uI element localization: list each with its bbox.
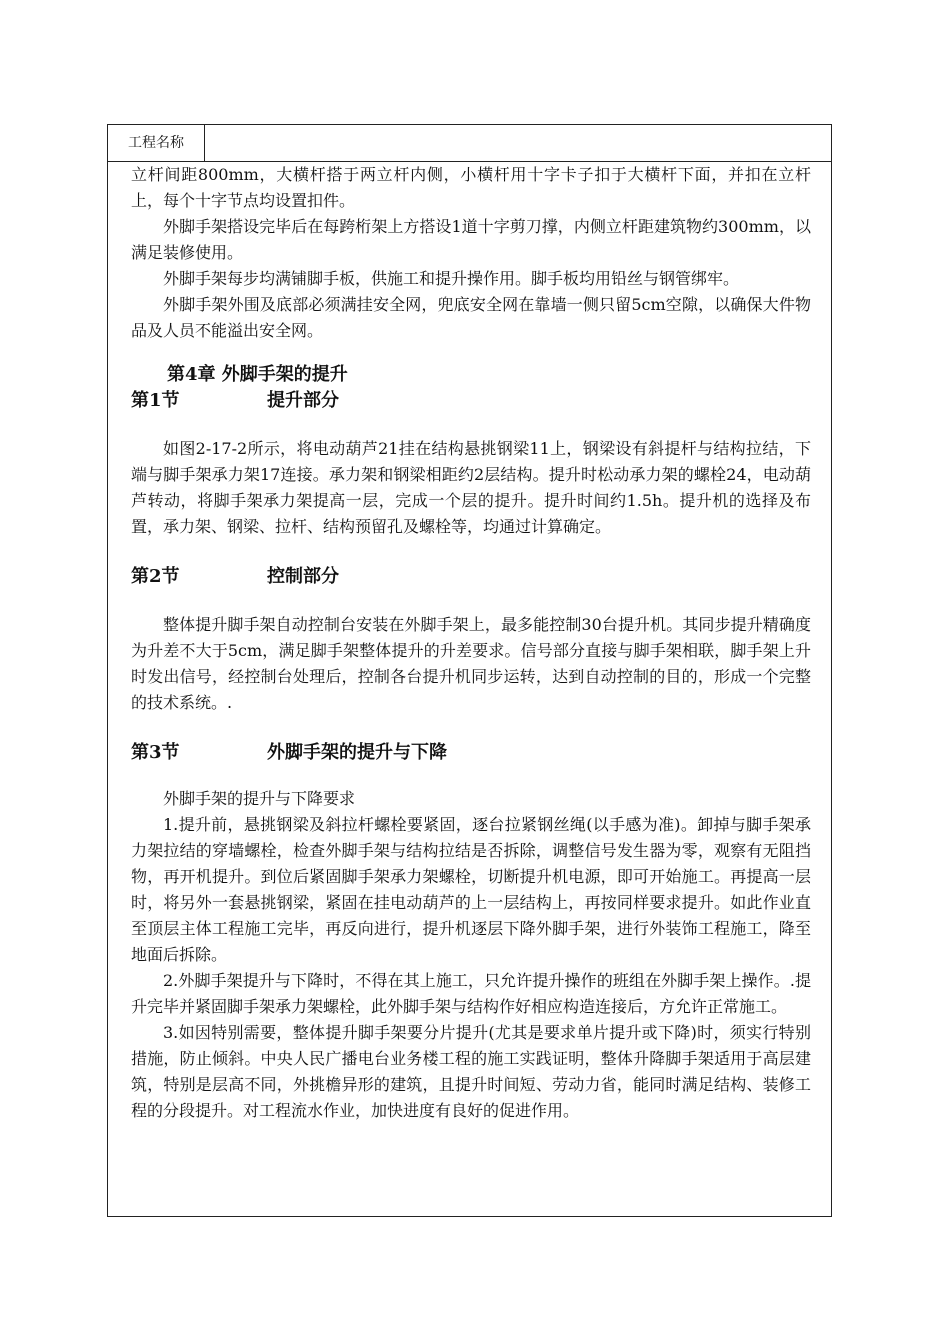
section-3-paragraph-4: 3.如因特别需要，整体提升脚手架要分片提升(尤其是要求单片提升或下降)时，须实行特别措施，防止倾斜。中央人民广播电台业务楼工程的施工实践证明，整体升降脚手架适用于高层建筑，特别是层高不同，外挑檐异形的建筑，且提升时间短、劳动力省，能同时满足结构、装修工程的分段提升。对工程流水作业，加快进度有良好的促进作用。 [131, 1023, 811, 1120]
section-2-heading [131, 564, 811, 590]
section-2-paragraph-1: 整体提升脚手架自动控制台安装在外脚手架上，最多能控制30台提升机。其同步提升精确度为升差不大于5cm，满足脚手架整体提升的升差要求。信号部分直接与脚手架相联，脚手架上升时发出信号，经控制台处理后，控制各台提升机同步运转，达到自动控制的目的，形成一个完整的技术系统。. [131, 615, 811, 712]
section-1-heading [131, 388, 811, 414]
section-3-paragraph-3: 2.外脚手架提升与下降时，不得在其上施工，只允许提升操作的班组在外脚手架上操作。.提升完毕并紧固脚手架承力架螺栓，此外脚手架与结构作好相应构造连接后，方允许正常施工。 [131, 971, 811, 1016]
section-3-heading [131, 740, 811, 766]
header-row [108, 125, 831, 162]
intro-paragraph-3: 外脚手架每步均满铺脚手板，供施工和提升操作用。脚手板均用铅丝与钢管绑牢。 [163, 269, 740, 288]
section-3-number: 第3节 [131, 742, 180, 763]
document-body [131, 162, 811, 1124]
project-name-label: 工程名称 [108, 125, 205, 161]
intro-paragraph-1: 立杆间距800mm，大横杆搭于两立杆内侧，小横杆用十字卡子扣于大横杆下面，并扣在立杆上，每个十字节点均设置扣件。 [131, 165, 811, 210]
section-2-number: 第2节 [131, 566, 180, 587]
intro-paragraph-2: 外脚手架搭设完毕后在每跨桁架上方搭设1道十字剪刀撑，内侧立杆距建筑物约300mm，以满足装修使用。 [131, 217, 811, 262]
chapter-title: 第4章 外脚手架的提升 [167, 364, 348, 385]
section-1-number: 第1节 [131, 390, 180, 411]
section-1-title: 提升部分 [267, 390, 339, 411]
section-2-title: 控制部分 [267, 566, 339, 587]
section-3-title: 外脚手架的提升与下降 [267, 742, 447, 763]
document-frame [107, 124, 832, 1217]
section-1-paragraph-1: 如图2-17-2所示，将电动葫芦21挂在结构悬挑钢梁11上，钢梁设有斜提杆与结构拉结，下端与脚手架承力架17连接。承力架和钢梁相距约2层结构。提升时松动承力架的螺栓24，电动葫芦转动，将脚手架承力架提高一层，完成一个层的提升。提升时间约1.5h。提升机的选择及布置，承力架、钢梁、拉杆、结构预留孔及螺栓等，均通过计算确定。 [131, 439, 811, 536]
intro-paragraph-4: 外脚手架外围及底部必须满挂安全网，兜底安全网在靠墙一侧只留5cm空隙，以确保大件物品及人员不能溢出安全网。 [131, 295, 811, 340]
section-3-paragraph-2: 1.提升前，悬挑钢梁及斜拉杆螺栓要紧固，逐台拉紧钢丝绳(以手感为准)。卸掉与脚手架承力架拉结的穿墙螺栓，检查外脚手架与结构拉结是否拆除，调整信号发生器为零，观察有无阻挡物，再开机提升。到位后紧固脚手架承力架螺栓，切断提升机电源，即可开始施工。再提高一层时，将另外一套悬挑钢梁，紧固在挂电动葫芦的上一层结构上，再按同样要求提升。如此作业直至顶层主体工程施工完毕，再反向进行，提升机逐层下降外脚手架，进行外装饰工程施工，降至地面后拆除。 [131, 815, 811, 964]
section-3-paragraph-1: 外脚手架的提升与下降要求 [163, 789, 356, 808]
